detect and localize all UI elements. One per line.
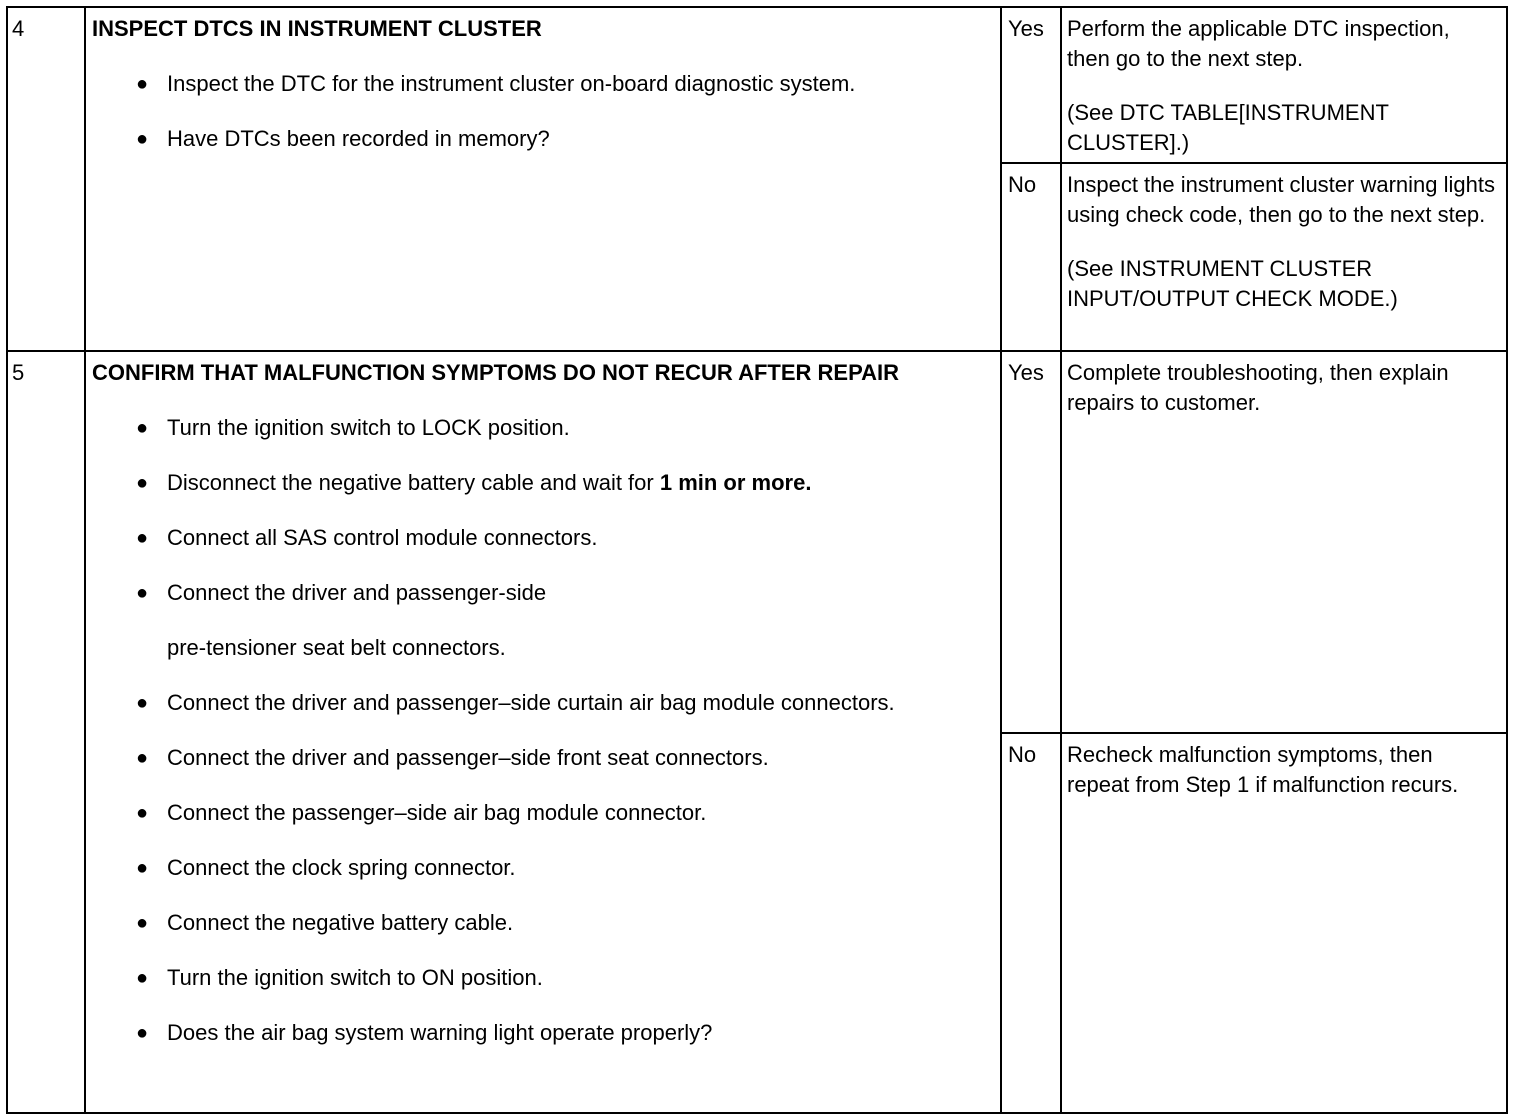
list-item: ● Connect the driver and passenger–side curtain air bag module connectors. — [92, 688, 994, 718]
action-text: Complete troubleshooting, then explain repairs to customer. — [1067, 360, 1449, 415]
action-reference: (See DTC TABLE[INSTRUMENT CLUSTER].) — [1067, 100, 1389, 155]
list-item-text: Disconnect the negative battery cable and wait for — [167, 470, 654, 495]
table-row — [7, 7, 1507, 163]
yes-label: Yes — [1001, 7, 1061, 163]
step-heading: INSPECT DTCS IN INSTRUMENT CLUSTER — [92, 16, 542, 41]
bullet-list — [92, 413, 994, 1048]
list-item — [92, 468, 994, 498]
action-reference: (See INSTRUMENT CLUSTER INPUT/OUTPUT CHECK MODE.) — [1067, 256, 1398, 311]
action-text: Recheck malfunction symptoms, then repeat from Step 1 if malfunction recurs. — [1067, 742, 1459, 797]
bullet-list — [92, 69, 994, 154]
list-item: ● Inspect the DTC for the instrument cluster on-board diagnostic system. — [92, 69, 994, 99]
step-number: 5 — [7, 351, 85, 1113]
list-item: ● Connect the passenger–side air bag module connector. — [92, 798, 994, 828]
no-label: No — [1001, 733, 1061, 1113]
list-item: ● Connect all SAS control module connectors. — [92, 523, 994, 553]
list-item-continuation: pre-tensioner seat belt connectors. — [167, 635, 506, 660]
list-item: ● Connect the clock spring connector. — [92, 853, 994, 883]
yes-action — [1061, 351, 1507, 733]
list-item: ● Does the air bag system warning light operate properly? — [92, 1018, 994, 1048]
step-heading: CONFIRM THAT MALFUNCTION SYMPTOMS DO NOT RECUR AFTER REPAIR — [92, 360, 900, 385]
yes-action — [1061, 7, 1507, 163]
list-item: ● Turn the ignition switch to LOCK position. — [92, 413, 994, 443]
action-text: Inspect the instrument cluster warning lights using check code, then go to the next step. — [1067, 172, 1495, 227]
list-item: ● Connect the driver and passenger-side — [92, 578, 994, 608]
table-row — [7, 351, 1507, 733]
step-content — [85, 351, 1001, 1113]
list-item: ● Connect the driver and passenger–side front seat connectors. — [92, 743, 994, 773]
list-item: ● Connect the negative battery cable. — [92, 908, 994, 938]
step-number: 4 — [7, 7, 85, 351]
no-label: No — [1001, 163, 1061, 351]
action-text: Perform the applicable DTC inspection, then go to the next step. — [1067, 16, 1450, 71]
no-action — [1061, 163, 1507, 351]
step-content — [85, 7, 1001, 351]
emphasis-text: 1 min or more — [659, 470, 806, 495]
list-item: ● Turn the ignition switch to ON position. — [92, 963, 994, 993]
emphasis-period: . — [805, 470, 812, 495]
no-action — [1061, 733, 1507, 1113]
list-item: ● Have DTCs been recorded in memory? — [92, 124, 994, 154]
troubleshooting-table — [6, 6, 1508, 1114]
yes-label: Yes — [1001, 351, 1061, 733]
